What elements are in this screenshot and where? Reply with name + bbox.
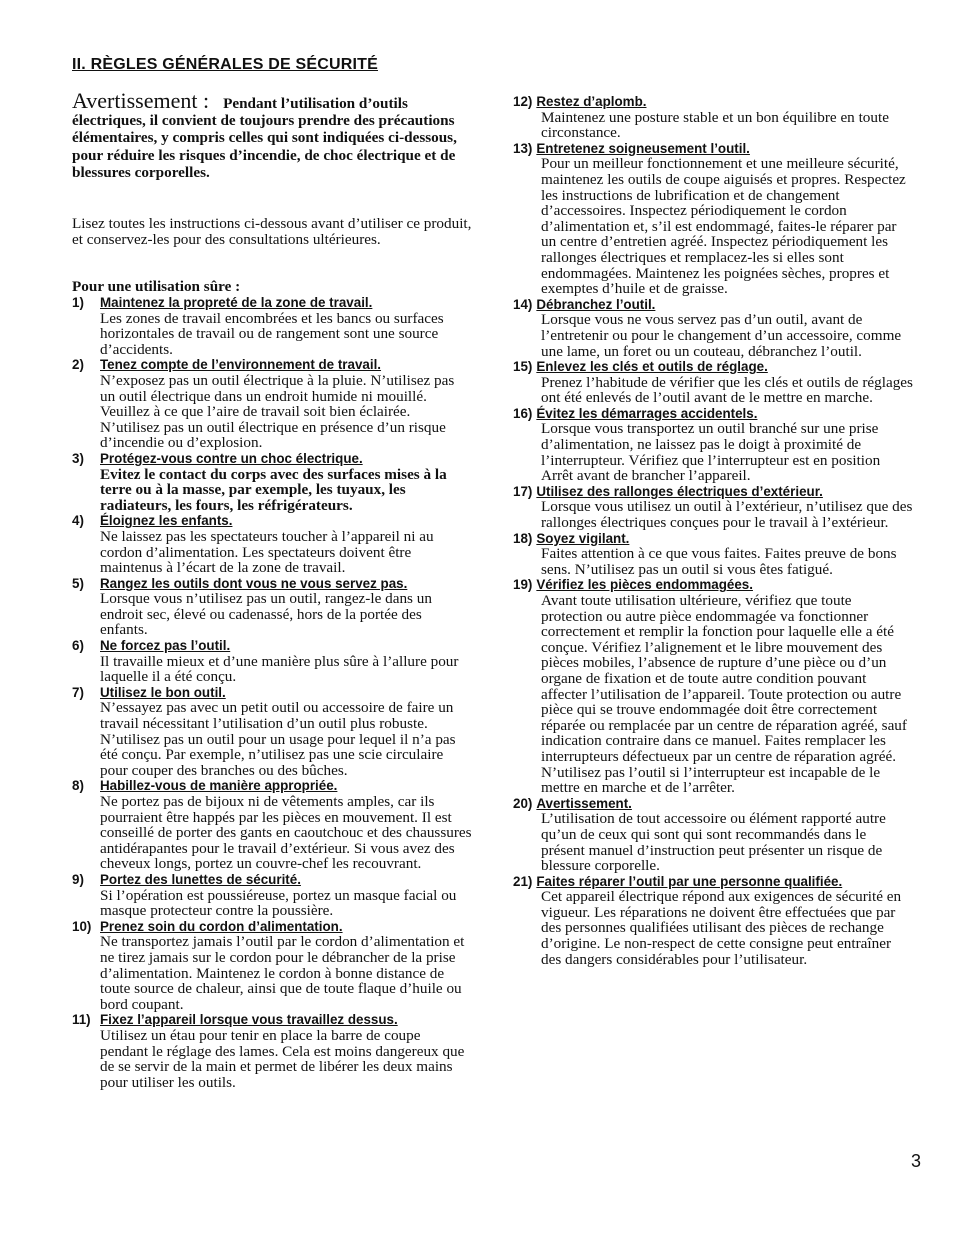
item-title: Évitez les démarrages accidentels.: [536, 405, 758, 421]
warning-label: Avertissement :: [72, 88, 210, 113]
item-number: 17): [513, 483, 533, 499]
item-body: N’exposez pas un outil électrique à la pluie. N’utilisez pas un outil électrique dans un endroit humide ni mouillé. Veuillez à ce que l’aire de travail soit bien éclairée. N’utilisez pas un outil électrique en présence d’un risque d’incendie ou d’explosion.: [100, 371, 455, 452]
item-body: Maintenez une posture stable et un bon équilibre en toute circonstance.: [541, 108, 889, 142]
item-body: N’essayez pas avec un petit outil ou accessoire de faire un travail nécessitant l’utilisation d’un outil plus robuste. N’utilisez pas un outil pour un usage pour lequel il n’a pas été conçu. Par exemple, n’utilisez pas une scie circulaire pour couper des branches ou des bûches.: [100, 699, 456, 779]
item-number: 20): [513, 795, 533, 811]
list-item: [513, 359, 913, 406]
item-body: Lorsque vous n’utilisez pas un outil, rangez-le dans un endroit sec, élevé ou cadenassé, hors de la portée des enfants.: [100, 590, 432, 639]
item-title: Rangez les outils dont vous ne vous servez pas.: [100, 575, 408, 591]
item-number: 18): [513, 530, 533, 546]
item-number: 11): [72, 1012, 91, 1028]
item-title: Tenez compte de l’environnement de travail.: [100, 357, 382, 373]
item-title: Entretenez soigneusement l’outil.: [536, 140, 750, 156]
item-title: Ne forcez pas l’outil.: [100, 638, 231, 654]
item-title: Portez des lunettes de sécurité.: [100, 871, 301, 887]
item-body: Ne laissez pas les spectateurs toucher à l’appareil ni au cordon d’alimentation. Les spectateurs doivent être maintenus à l’écart de la zone de travail.: [100, 527, 434, 577]
item-number: 8): [72, 778, 84, 794]
item-body: Pour un meilleur fonctionnement et une meilleure sécurité, maintenez les outils de coupe aiguisés et propres. Respectez les instructions de lubrification et de changement d’accessoires. Inspectez périodiquement le cordon d’alimentation et, s’il est endommagé, faites-le réparer par un centre d’entretien agréé. Inspectez périodiquement les rallonges électriques et remplacez-les si elles sont endommagées. Maintenez les poignées sèches, propres et exemptes d’huile et de graisse.: [541, 155, 906, 298]
item-title: Utilisez des rallonges électriques d’extérieur.: [536, 483, 823, 499]
item-title: Prenez soin du cordon d’alimentation.: [100, 918, 343, 934]
item-number: 14): [513, 296, 533, 312]
list-item: [513, 406, 913, 484]
item-body: Lorsque vous utilisez un outil à l’extérieur, n’utilisez que des rallonges électriques conçues pour le travail à l’extérieur.: [541, 498, 913, 532]
list-item: [72, 1012, 472, 1090]
item-body: Lorsque vous ne vous servez pas d’un outil, avant de l’entretenir ou pour le changement d’un accessoire, comme une lame, un foret ou un couteau, débranchez l’outil.: [541, 311, 902, 360]
item-title: Soyez vigilant.: [536, 530, 630, 546]
item-title: Enlevez les clés et outils de réglage.: [536, 359, 768, 375]
item-body: Utilisez un étau pour tenir en place la barre de coupe pendant le réglage des lames. Cela est moins dangereux que de se servir de la main et permet de libérer les deux mains pour utiliser les outils.: [100, 1026, 465, 1091]
page-number: 3: [911, 1151, 922, 1171]
item-title: Avertissement.: [536, 795, 632, 811]
item-title: Débranchez l’outil.: [536, 296, 656, 312]
item-body: Si l’opération est poussiéreuse, portez un masque facial ou masque protecteur contre la poussière.: [100, 886, 457, 920]
item-number: 12): [513, 94, 533, 109]
item-number: 1): [72, 295, 84, 310]
item-body: Evitez le contact du corps avec des surfaces mises à la terre ou à la masse, par exemple, les tuyaux, les radiateurs, les fours, les réfrigérateurs.: [100, 465, 447, 514]
item-body: L’utilisation de tout accessoire ou élément rapporté autre qu’un de ceux qui sont qui sont recommandés dans le présent manuel d’instruction peut présenter un risque de blessure corporelle.: [541, 810, 886, 875]
list-item: [72, 638, 472, 685]
item-body: Il travaille mieux et d’une manière plus sûre à l’allure pour laquelle il a été conçu.: [100, 652, 459, 686]
safe-use-label: Pour une utilisation sûre :: [72, 278, 241, 295]
item-number: 7): [72, 684, 84, 700]
item-number: 16): [513, 405, 533, 421]
item-number: 3): [72, 450, 84, 466]
rules-list-left: [72, 295, 472, 1090]
list-item: [72, 919, 472, 1013]
item-number: 2): [72, 357, 84, 373]
item-title: Éloignez les enfants.: [100, 513, 233, 529]
item-number: 13): [513, 140, 533, 156]
item-title: Fixez l’appareil lorsque vous travaillez dessus.: [100, 1012, 398, 1028]
list-item: [513, 577, 913, 795]
item-body: Faites attention à ce que vous faites. Faites preuve de bons sens. N’utilisez pas un outil si vous êtes fatigué.: [541, 545, 897, 578]
list-item: [72, 451, 472, 513]
item-number: 21): [513, 873, 533, 889]
list-item: [513, 484, 913, 531]
item-title: Faites réparer l’outil par une personne qualifiée.: [536, 873, 843, 889]
list-item: [513, 141, 913, 297]
item-number: 9): [72, 871, 84, 887]
warning-block: [72, 88, 472, 181]
list-item: [72, 513, 472, 575]
list-item: [513, 874, 913, 968]
list-item: [72, 778, 472, 872]
item-body: Ne portez pas de bijoux ni de vêtements amples, car ils pourraient être happés par les pièces en mouvement. Il est conseillé de porter des gants en caoutchouc et des chaussures antidérapantes pour le travail d’extérieur. Si vous avez des cheveux longs, portez un couvre-chef les recouvrant.: [100, 793, 472, 873]
item-title: Protégez-vous contre un choc électrique.: [100, 450, 363, 466]
item-title: Utilisez le bon outil.: [100, 684, 226, 700]
list-item: [72, 576, 472, 638]
item-number: 15): [513, 359, 533, 375]
item-number: 6): [72, 638, 84, 654]
intro-paragraph: Lisez toutes les instructions ci-dessous avant d’utiliser ce produit, et conservez-les pour des consultations ultérieures.: [72, 215, 472, 248]
section-title: II. RÈGLES GÉNÉRALES DE SÉCURITÉ: [72, 56, 379, 73]
list-item: [72, 357, 472, 451]
item-title: Habillez-vous de manière appropriée.: [100, 778, 338, 794]
item-title: Vérifiez les pièces endommagées.: [536, 577, 753, 593]
item-number: 19): [513, 577, 533, 593]
item-number: 5): [72, 575, 84, 591]
item-title: Maintenez la propreté de la zone de travail.: [100, 295, 373, 310]
item-body: Cet appareil électrique répond aux exigences de sécurité en vigueur. Les réparations ne doivent être effectuées que par des personnes qualifiées utilisant des pièces de rechange d’origine. Le non-respect de cette consigne peut entraîner des dangers considérables pour l’utilisateur.: [541, 888, 902, 968]
rules-list-right: [513, 94, 913, 967]
list-item: [513, 94, 913, 141]
item-title: Restez d’aplomb.: [536, 94, 647, 109]
warning-text: Pendant l’utilisation d’outils électriques, il convient de toujours prendre des précautions élémentaires, y compris celles qui sont indiquées ci-dessous, pour réduire les risques d’incendie, de choc électrique et de blessures corporelles.: [72, 95, 457, 181]
item-number: 10): [72, 918, 92, 934]
list-item: [513, 796, 913, 874]
list-item: [72, 295, 472, 357]
item-body: Les zones de travail encombrées et les bancs ou surfaces horizontales de travail ou de rangement sont une source d’accidents.: [100, 309, 444, 358]
list-item: [513, 531, 913, 578]
list-item: [513, 297, 913, 359]
list-item: [72, 685, 472, 779]
item-body: Prenez l’habitude de vérifier que les clés et outils de réglages ont été enlevés de l’outil avant de le mettre en marche.: [541, 373, 913, 407]
item-number: 4): [72, 513, 84, 529]
list-item: [72, 872, 472, 919]
item-body: Ne transportez jamais l’outil par le cordon d’alimentation et ne tirez jamais sur le cordon pour le débrancher de la prise d’alimentation. Maintenez le cordon à bonne distance de toute source de chaleur, ainsi que de toute flaque d’huile ou bord coupant.: [100, 933, 465, 1013]
item-body: Avant toute utilisation ultérieure, vérifiez que toute protection ou autre pièce endommagée va fonctionner correctement et remplir la fonction pour laquelle elle a été conçue. Vérifiez l’alignement et le libre mouvement des pièces mobiles, l’absence de rupture d’une pièce ou d’un organe de fixation et de toute autre condition pouvant affecter l’utilisation de l’appareil. Toute protection ou autre pièce qui se trouve endommagée doit être correctement réparée ou remplacée par un centre de réparation agréé, sauf indication contraire dans ce manuel. Faites remplacer les interrupteurs défectueux par un centre de réparation agréé. N’utilisez pas l’outil si l’interrupteur est incapable de le mettre en marche et de l’arrêter.: [541, 592, 907, 797]
item-body: Lorsque vous transportez un outil branché sur une prise d’alimentation, ne laissez pas le doigt à proximité de l’interrupteur. Vérifiez que l’interrupteur est en position Arrêt avant de brancher l’appareil.: [541, 420, 881, 485]
